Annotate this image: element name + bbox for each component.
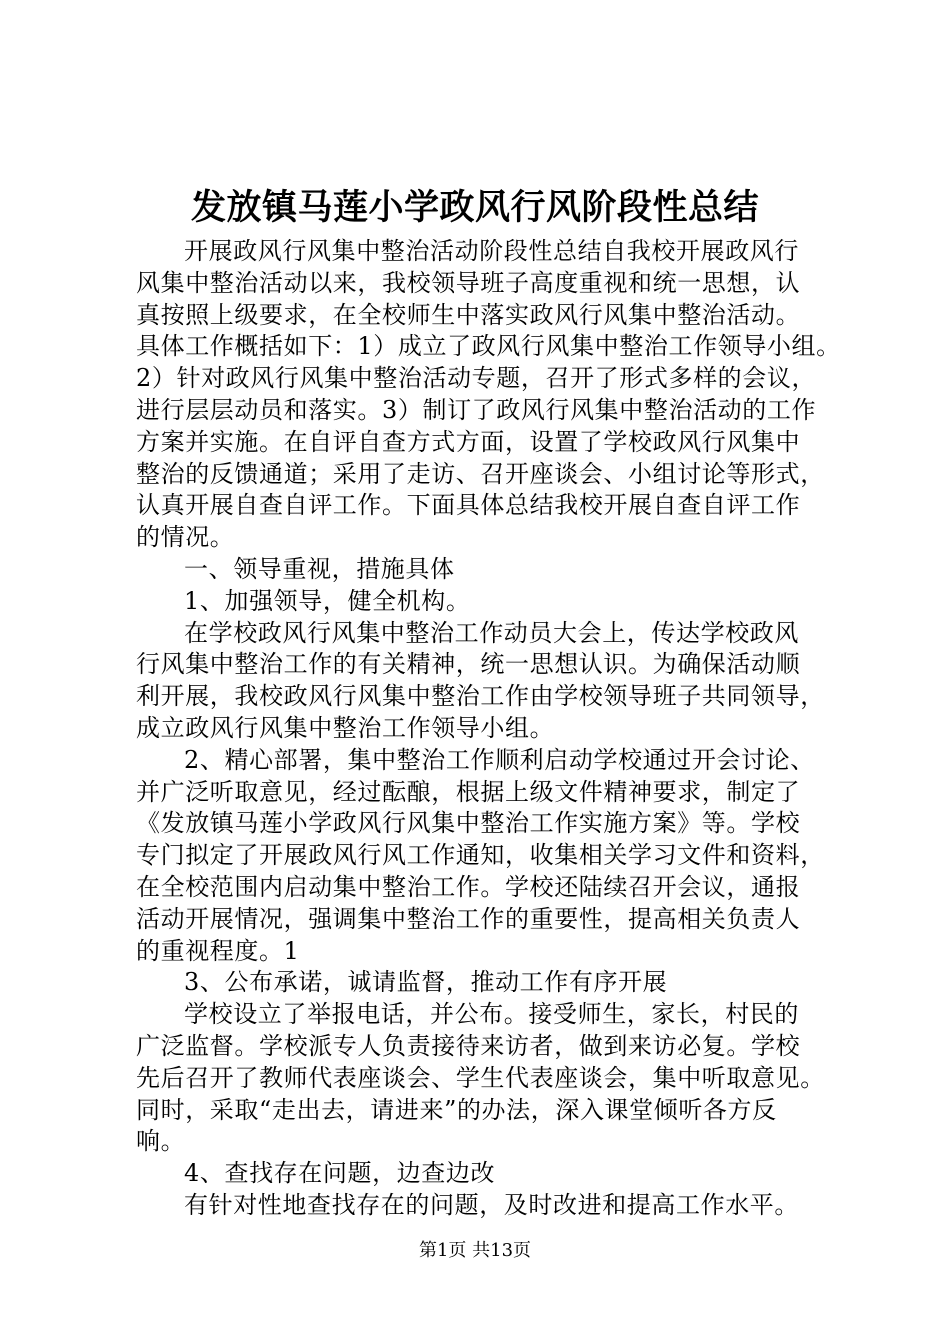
document-title: 发放镇马莲小学政风行风阶段性总结	[190, 187, 759, 228]
body-line: 成立政风行风集中整治工作领导小组。	[136, 713, 555, 742]
body-line: 3、公布承诺，诚请监督，推动工作有序开展	[184, 968, 668, 997]
body-line: 方案并实施。在自评自查方式方面，设置了学校政风行风集中	[136, 427, 801, 456]
body-line: 专门拟定了开展政风行风工作通知，收集相关学习文件和资料，	[136, 841, 825, 870]
body-line: 认真开展自查自评工作。下面具体总结我校开展自查自评工作	[136, 491, 801, 520]
body-line: 进行层层动员和落实。3）制订了政风行风集中整治活动的工作	[136, 395, 817, 424]
body-line: 活动开展情况，强调集中整治工作的重要性，提高相关负责人	[136, 904, 801, 933]
body-line: 同时，采取“走出去，请进来”的办法，深入课堂倾听各方反	[136, 1095, 777, 1124]
body-line: 利开展，我校政风行风集中整治工作由学校领导班子共同领导，	[136, 682, 825, 711]
body-line: 2、精心部署，集中整治工作顺利启动学校通过开会讨论、	[184, 745, 815, 774]
body-line: 开展政风行风集中整治活动阶段性总结自我校开展政风行	[184, 237, 799, 265]
page-footer: 第1页 共13页	[418, 1240, 532, 1261]
body-line: 的重视程度。1	[136, 936, 300, 965]
body-line: 1、加强领导，健全机构。	[184, 586, 471, 615]
body-line: 4、查找存在问题，边查边改	[184, 1159, 496, 1188]
body-line: 并广泛听取意见，经过酝酿，根据上级文件精神要求，制定了	[136, 777, 801, 806]
body-line: 风集中整治活动以来，我校领导班子高度重视和统一思想，认	[136, 268, 801, 297]
body-line: 《发放镇马莲小学政风行风集中整治工作实施方案》等。学校	[136, 809, 801, 838]
body-line: 2）针对政风行风集中整治活动专题，召开了形式多样的会议，	[136, 364, 817, 393]
document-body	[136, 236, 846, 1222]
body-line: 先后召开了教师代表座谈会、学生代表座谈会，集中听取意见。	[136, 1063, 825, 1092]
body-line: 一、领导重视，措施具体	[184, 554, 455, 583]
body-line: 整治的反馈通道；采用了走访、召开座谈会、小组讨论等形式，	[136, 459, 825, 488]
body-line: 学校设立了举报电话，并公布。接受师生，家长，村民的	[184, 1000, 799, 1029]
body-line: 行风集中整治工作的有关精神，统一思想认识。为确保活动顺	[136, 650, 801, 679]
body-line: 响。	[136, 1127, 186, 1156]
body-line: 真按照上级要求，在全校师生中落实政风行风集中整治活动。	[136, 300, 801, 329]
body-line: 在学校政风行风集中整治工作动员大会上，传达学校政风	[184, 618, 799, 647]
body-line: 有针对性地查找存在的问题，及时改进和提高工作水平。	[184, 1190, 799, 1219]
body-line: 在全校范围内启动集中整治工作。学校还陆续召开会议，通报	[136, 872, 801, 901]
body-line: 具体工作概括如下：1）成立了政风行风集中整治工作领导小组。	[136, 332, 841, 361]
body-line: 广泛监督。学校派专人负责接待来访者，做到来访必复。学校	[136, 1031, 801, 1060]
body-line: 的情况。	[136, 523, 235, 552]
